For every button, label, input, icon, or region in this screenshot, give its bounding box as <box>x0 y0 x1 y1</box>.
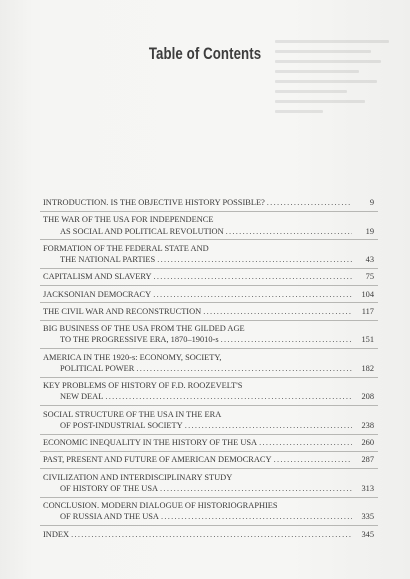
dot-leader <box>159 511 352 522</box>
toc-entry-title: PAST, PRESENT AND FUTURE OF AMERICAN DEMOCRACY <box>43 455 272 465</box>
toc-entry <box>43 472 374 494</box>
toc-entry-line <box>43 529 374 540</box>
toc-entry <box>43 271 374 282</box>
toc-entry-line <box>43 409 374 420</box>
dot-leader <box>201 306 352 317</box>
dot-leader <box>265 197 352 208</box>
toc-entry-title: AS SOCIAL AND POLITICAL REVOLUTION <box>60 226 224 236</box>
toc-page-number: 208 <box>361 392 374 402</box>
toc-entry-title: FORMATION OF THE FEDERAL STATE AND <box>43 243 209 253</box>
toc-entry <box>43 197 374 208</box>
toc-entry-line <box>43 472 374 483</box>
toc-entry-title: OF RUSSIA AND THE USA <box>60 512 159 522</box>
dot-leader <box>151 289 352 300</box>
dot-leader <box>183 420 352 431</box>
toc-entry-line <box>43 197 374 208</box>
toc-entry-line <box>43 363 374 374</box>
toc-entry-line <box>43 454 374 465</box>
toc-entry-title: AMERICA IN THE 1920-s: ECONOMY, SOCIETY, <box>43 352 222 362</box>
toc-entry-line <box>43 437 374 448</box>
dot-leader <box>257 437 352 448</box>
toc-entry-title: OF POST-INDUSTRIAL SOCIETY <box>60 420 183 430</box>
dot-leader <box>69 529 352 540</box>
toc-entry-line <box>43 289 374 300</box>
toc-page-number: 75 <box>365 272 374 282</box>
toc-page-number: 287 <box>361 455 374 465</box>
toc-entry <box>43 437 374 448</box>
toc-entry <box>43 352 374 374</box>
toc-entry-line <box>43 243 374 254</box>
toc-entry-title: JACKSONIAN DEMOCRACY <box>43 289 152 299</box>
dot-leader <box>219 334 352 345</box>
toc-entry-line <box>43 511 374 522</box>
toc-entry-title: THE CIVIL WAR AND RECONSTRUCTION <box>43 306 202 316</box>
toc-entry-line <box>43 483 374 494</box>
dot-leader <box>155 254 352 265</box>
toc-entry-title: CIVILIZATION AND INTERDISCIPLINARY STUDY <box>43 472 233 482</box>
dot-leader <box>152 271 352 282</box>
toc-entry-title: TO THE PROGRESSIVE ERA, 1870–19010-s <box>60 335 219 345</box>
toc-entry-title: INDEX <box>43 529 70 539</box>
toc-entry-line <box>43 420 374 431</box>
toc-entry-title: BIG BUSINESS OF THE USA FROM THE GILDED AGE <box>43 324 245 334</box>
toc-entry-line <box>43 306 374 317</box>
toc-entry-line <box>43 380 374 391</box>
dot-leader <box>134 363 352 374</box>
toc-entry <box>43 243 374 265</box>
toc-page-number: 345 <box>361 529 374 539</box>
toc-page-number: 43 <box>365 255 374 264</box>
toc-entry-line <box>43 271 374 282</box>
dot-leader <box>224 226 352 237</box>
toc-entry <box>43 454 374 465</box>
toc-entry <box>43 323 374 345</box>
toc-entry <box>43 289 374 300</box>
dot-leader <box>158 483 352 494</box>
toc-page-number: 9 <box>369 198 374 207</box>
toc-entry-line <box>43 214 374 225</box>
toc-entry-line <box>43 352 374 363</box>
toc-page-number: 19 <box>365 226 374 236</box>
toc-entry-title: ECONOMIC INEQUALITY IN THE HISTORY OF THE USA <box>43 438 258 448</box>
toc-entry <box>43 500 374 522</box>
toc-page-number: 260 <box>361 438 374 448</box>
dot-leader <box>103 391 352 402</box>
toc-entry-line <box>43 391 374 402</box>
toc-entry-title: CAPITALISM AND SLAVERY <box>43 272 152 282</box>
toc-entry <box>43 306 374 317</box>
toc-entry-title: CONCLUSION. MODERN DIALOGUE OF HISTORIOGRAPHIES <box>43 501 278 511</box>
toc-entry-line <box>43 254 374 265</box>
toc-entry-title: OF HISTORY OF THE USA <box>60 483 159 493</box>
toc-entry-title: SOCIAL STRUCTURE OF THE USA IN THE ERA <box>43 409 222 419</box>
toc-entry-line <box>43 500 374 511</box>
toc-page-number: 335 <box>361 512 374 522</box>
toc-page-number: 117 <box>361 306 374 316</box>
toc-page-number: 182 <box>361 363 374 373</box>
toc-entry-title: THE WAR OF THE USA FOR INDEPENDENCE <box>43 215 214 225</box>
toc-entry-title: NEW DEAL <box>60 392 104 402</box>
toc-page-number: 238 <box>361 420 374 430</box>
toc-page-number: 104 <box>361 289 374 299</box>
toc-entry-line <box>43 226 374 237</box>
toc-entry-title: POLITICAL POWER <box>60 363 135 373</box>
toc-entry-line <box>43 323 374 334</box>
toc-entry-title: INTRODUCTION. IS THE OBJECTIVE HISTORY POSSIBLE? <box>43 198 265 207</box>
dot-leader <box>272 454 352 465</box>
toc-entry-line <box>43 334 374 345</box>
toc-list <box>43 197 374 546</box>
toc-entry-title: KEY PROBLEMS OF HISTORY OF F.D. ROOZEVELT'S <box>43 381 243 391</box>
toc-entry-title: THE NATIONAL PARTIES <box>60 255 156 264</box>
toc-page-number: 151 <box>361 335 374 345</box>
page-title: Table of Contents <box>148 44 262 63</box>
toc-page-number: 313 <box>361 483 374 493</box>
toc-entry <box>43 214 374 236</box>
toc-entry <box>43 529 374 540</box>
toc-entry <box>43 409 374 431</box>
toc-entry <box>43 380 374 402</box>
